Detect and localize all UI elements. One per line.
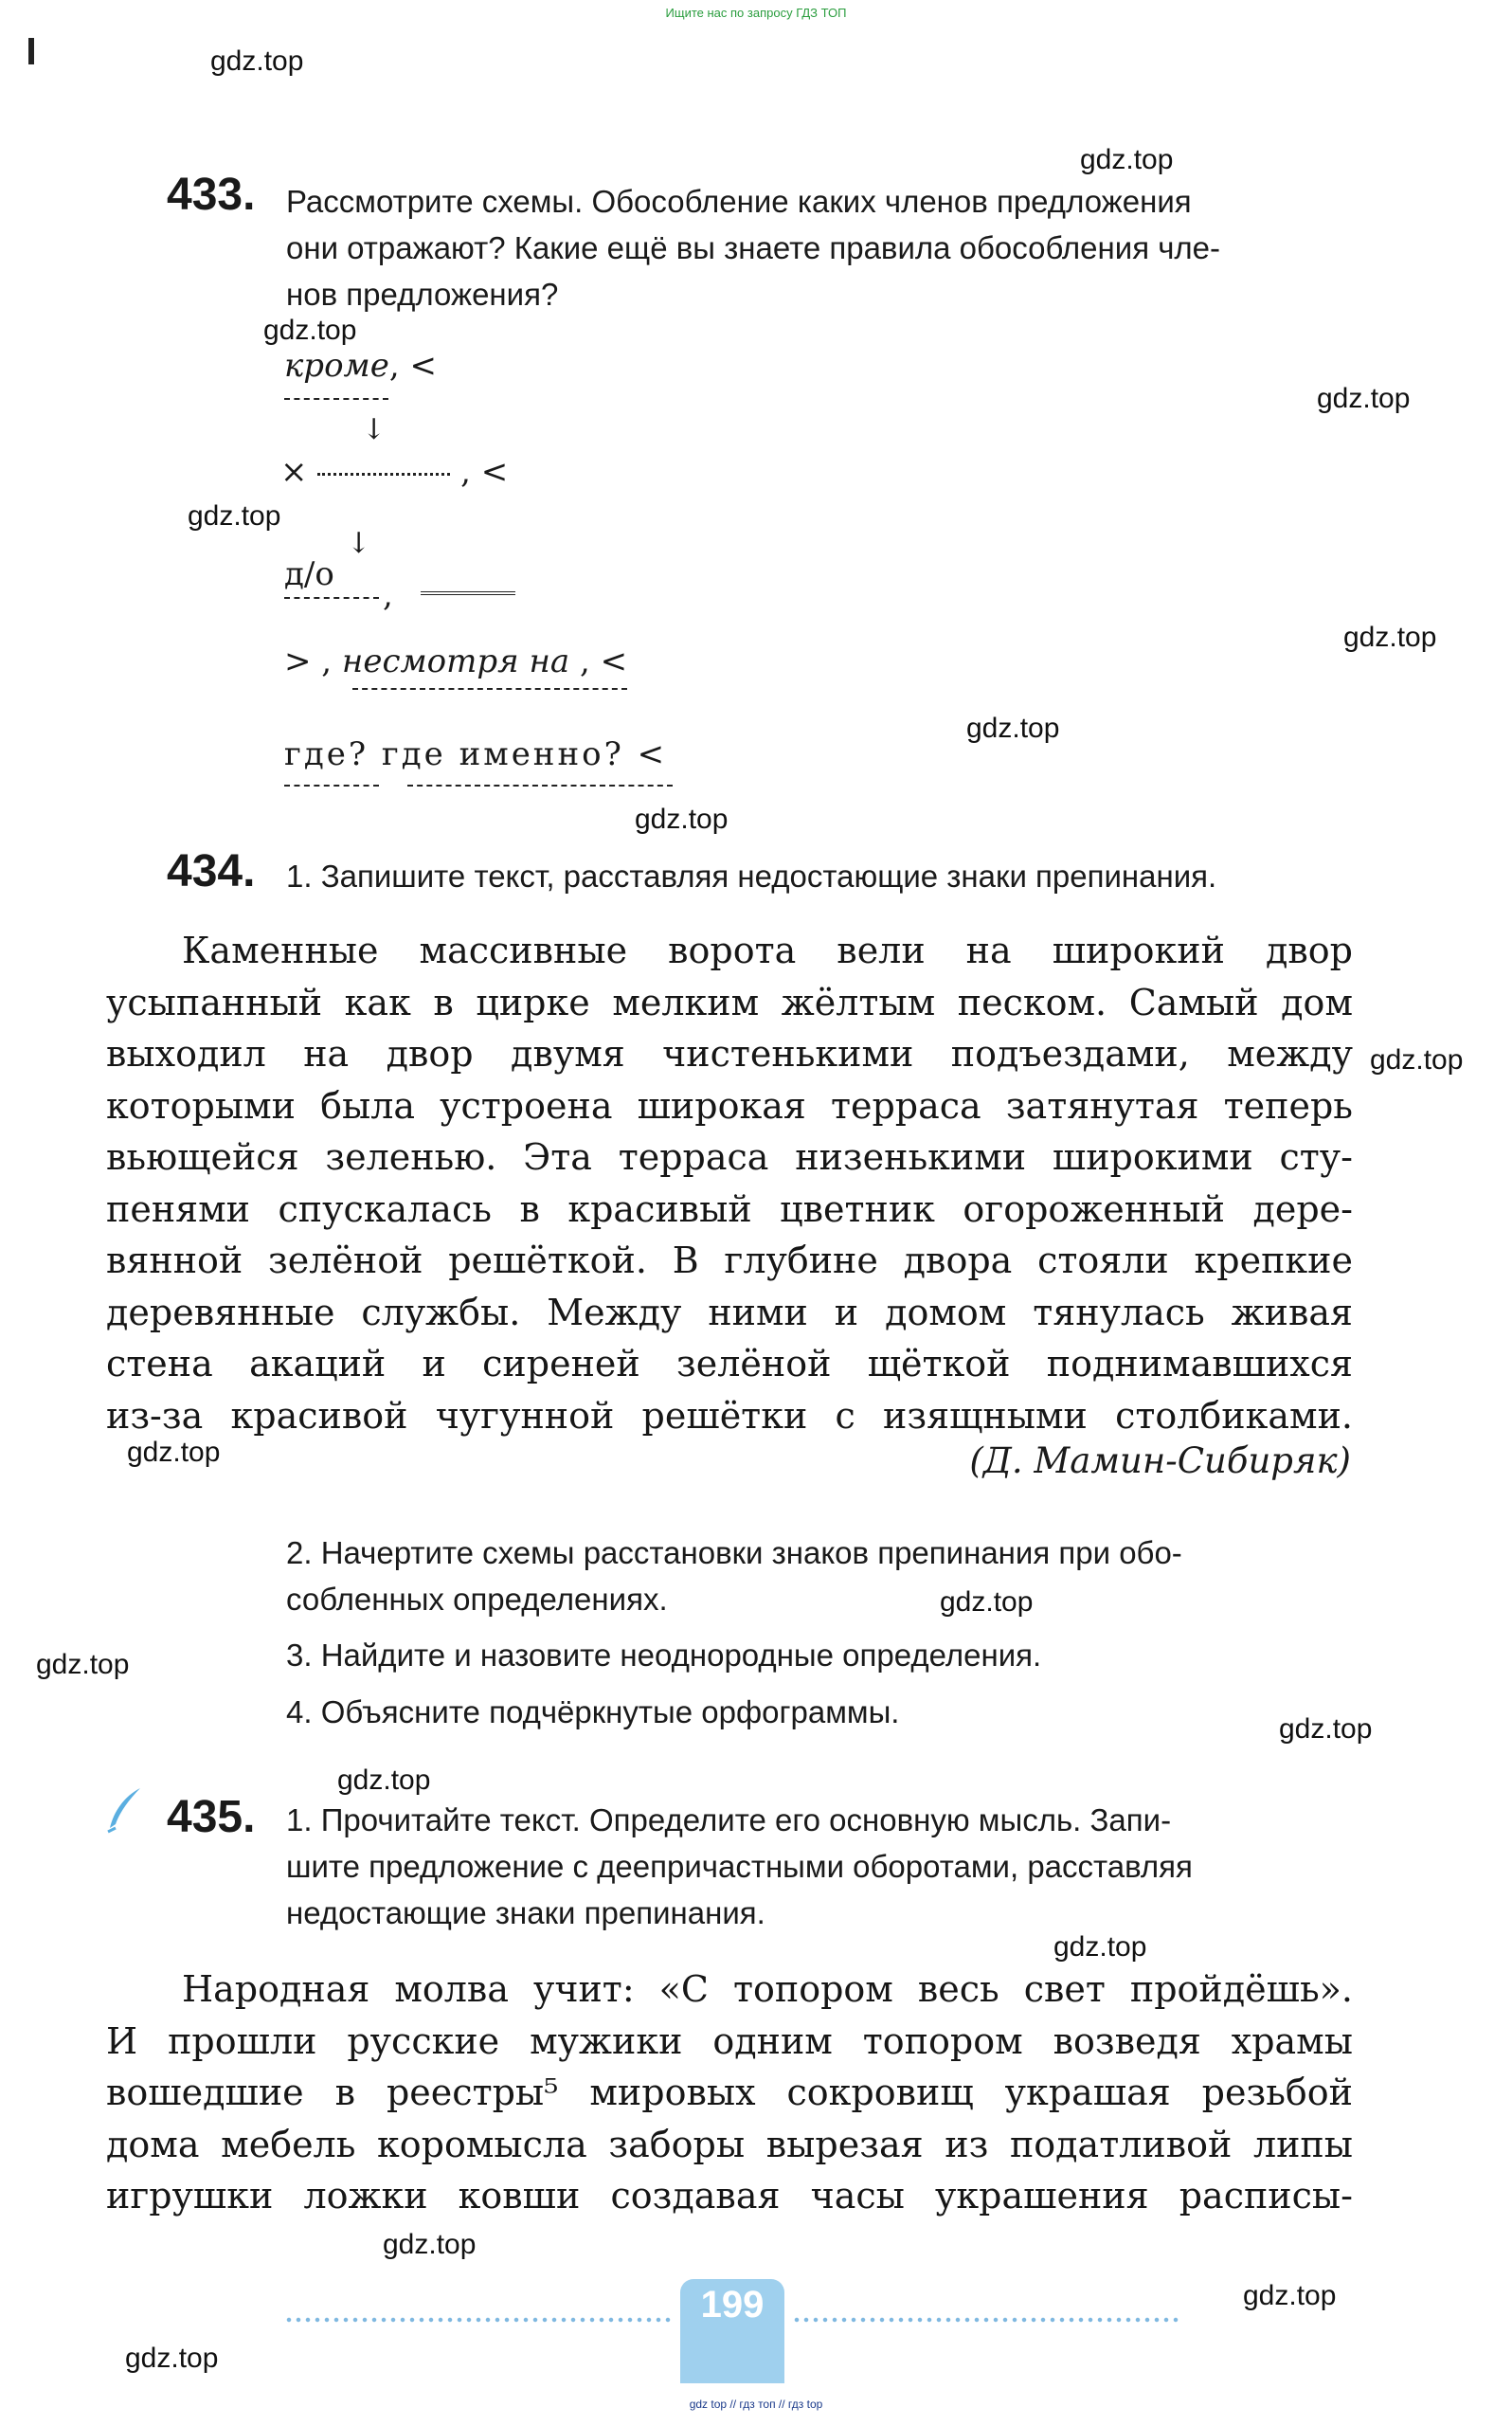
- exercise-number-435: 435.: [167, 1792, 256, 1842]
- schema-gde: [284, 735, 667, 773]
- down-arrow: ↓: [362, 413, 387, 446]
- schema-sign: > ,: [284, 642, 342, 680]
- text-line: вьющейся зеленью. Эта терраса низенькими широкими сту-: [106, 1136, 1353, 1178]
- exercise-number-434: 434.: [167, 846, 256, 896]
- exercise-434-question-3: 3. Найдите и назовите неоднородные определения.: [286, 1638, 1042, 1673]
- exercise-435-text: [106, 1964, 1353, 2222]
- schema-line: [284, 597, 379, 599]
- schema-do-label: д/о: [284, 555, 334, 593]
- schema-line: [284, 398, 388, 400]
- top-notice: Ищите нас по запросу ГДЗ ТОП: [665, 6, 847, 20]
- task-line: 1. Прочитайте текст. Определите его основную мысль. Запи-: [286, 1802, 1172, 1837]
- watermark: gdz.top: [210, 45, 304, 77]
- decorative-dots-right: [792, 2317, 1180, 2323]
- task-line: они отражают? Какие ещё вы знаете правила обособления чле-: [286, 230, 1221, 265]
- schema-line: [407, 785, 673, 787]
- text-line: которыми была устроена широкая терраса затянутая теперь: [106, 1084, 1353, 1127]
- down-arrow: ↓: [347, 527, 371, 560]
- exercise-434-question-2: [286, 1529, 1355, 1622]
- watermark: gdz.top: [1370, 1044, 1464, 1076]
- author-attribution: (Д. Мамин-Сибиряк): [969, 1440, 1351, 1481]
- text-line: дома мебель коромысла заборы вырезая из податливой липы: [106, 2123, 1353, 2165]
- watermark: gdz.top: [36, 1649, 130, 1680]
- pen-icon: [106, 1786, 144, 1834]
- page-edge-mark: [28, 38, 34, 64]
- schema-sign: , <: [460, 453, 509, 491]
- bottom-links: gdz top // гдз топ // гдз top: [689, 2398, 823, 2411]
- task-line: шите предложение с деепричастными оборотами, расставляя: [286, 1849, 1193, 1884]
- watermark: gdz.top: [1080, 144, 1174, 175]
- task-line: 2. Начертите схемы расстановки знаков препинания при обо-: [286, 1535, 1182, 1570]
- page-number: 199: [700, 2284, 765, 2325]
- text-line: пенями спускалась в красивый цветник огороженный дере-: [106, 1187, 1353, 1230]
- text-line: Народная молва учит: «С топором весь свет пройдёшь».: [182, 1968, 1353, 2010]
- exercise-434-task: 1. Запишите текст, расставляя недостающие знаки препинания.: [286, 859, 1217, 894]
- text-line: игрушки ложки ковши создавая часы украшения расписы-: [106, 2175, 1353, 2217]
- task-line: недостающие знаки препинания.: [286, 1895, 765, 1930]
- schema-nesmotrya: [284, 642, 627, 680]
- text-line: вошедшие в реестры⁵ мировых сокровищ украшая резьбой: [106, 2072, 1353, 2113]
- schema-sign: <: [623, 735, 668, 773]
- exercise-433-task: [286, 178, 1355, 317]
- watermark: gdz.top: [127, 1437, 221, 1468]
- wavy-line: [317, 473, 450, 476]
- watermark: gdz.top: [940, 1586, 1034, 1618]
- double-line: [421, 591, 515, 595]
- exercise-434-text: [106, 925, 1353, 1441]
- text-line: стена акаций и сиреней зелёной щёткой поднимавшихся: [106, 1343, 1353, 1384]
- schema-participle: [280, 453, 508, 491]
- schema-text: где? где именно?: [284, 735, 624, 773]
- schema-x: ×: [280, 453, 308, 491]
- text-line: из-за красивой чугунной решётки с изящными столбиками.: [106, 1394, 1353, 1437]
- text-line: выходил на двор двумя чистенькими подъездами, между: [106, 1033, 1353, 1075]
- text-line: вянной зелёной решёткой. В глубине двора стояли крепкие: [106, 1240, 1353, 1281]
- schema-sign: , <: [388, 347, 437, 385]
- watermark: gdz.top: [635, 804, 729, 835]
- watermark: gdz.top: [188, 500, 281, 532]
- task-line: Рассмотрите схемы. Обособление каких членов предложения: [286, 184, 1192, 219]
- watermark: gdz.top: [1243, 2280, 1337, 2311]
- schema-krome: [284, 347, 437, 385]
- schema-word: несмотря на: [341, 642, 570, 680]
- schema-comma: ,: [383, 576, 393, 614]
- text-line: И прошли русские мужики одним топором возведя храмы: [106, 2019, 1353, 2062]
- watermark: gdz.top: [1317, 383, 1411, 414]
- schema-line: [284, 785, 379, 787]
- text-line: деревянные службы. Между ними и домом тянулась живая: [106, 1291, 1353, 1333]
- task-line: нов предложения?: [286, 277, 559, 312]
- task-line: собленных определениях.: [286, 1582, 668, 1617]
- watermark: gdz.top: [1279, 1713, 1373, 1745]
- watermark: gdz.top: [383, 2229, 477, 2260]
- schema-word: кроме: [284, 347, 389, 385]
- exercise-434-question-4: 4. Объясните подчёркнутые орфограммы.: [286, 1694, 900, 1729]
- exercise-435-task: [286, 1797, 1355, 1936]
- watermark: gdz.top: [263, 315, 357, 346]
- schema-do: [284, 555, 334, 593]
- schema-line: [352, 688, 627, 690]
- decorative-dots-left: [284, 2317, 673, 2323]
- watermark: gdz.top: [966, 713, 1060, 744]
- text-line: усыпанный как в цирке мелким жёлтым песком. Самый дом: [106, 981, 1353, 1023]
- watermark: gdz.top: [1053, 1931, 1147, 1963]
- text-line: Каменные массивные ворота вели на широкий двор: [182, 930, 1353, 971]
- exercise-number-433: 433.: [167, 170, 256, 220]
- watermark: gdz.top: [125, 2343, 219, 2374]
- watermark: gdz.top: [337, 1764, 431, 1796]
- schema-sign: , <: [569, 642, 628, 680]
- watermark: gdz.top: [1343, 622, 1437, 653]
